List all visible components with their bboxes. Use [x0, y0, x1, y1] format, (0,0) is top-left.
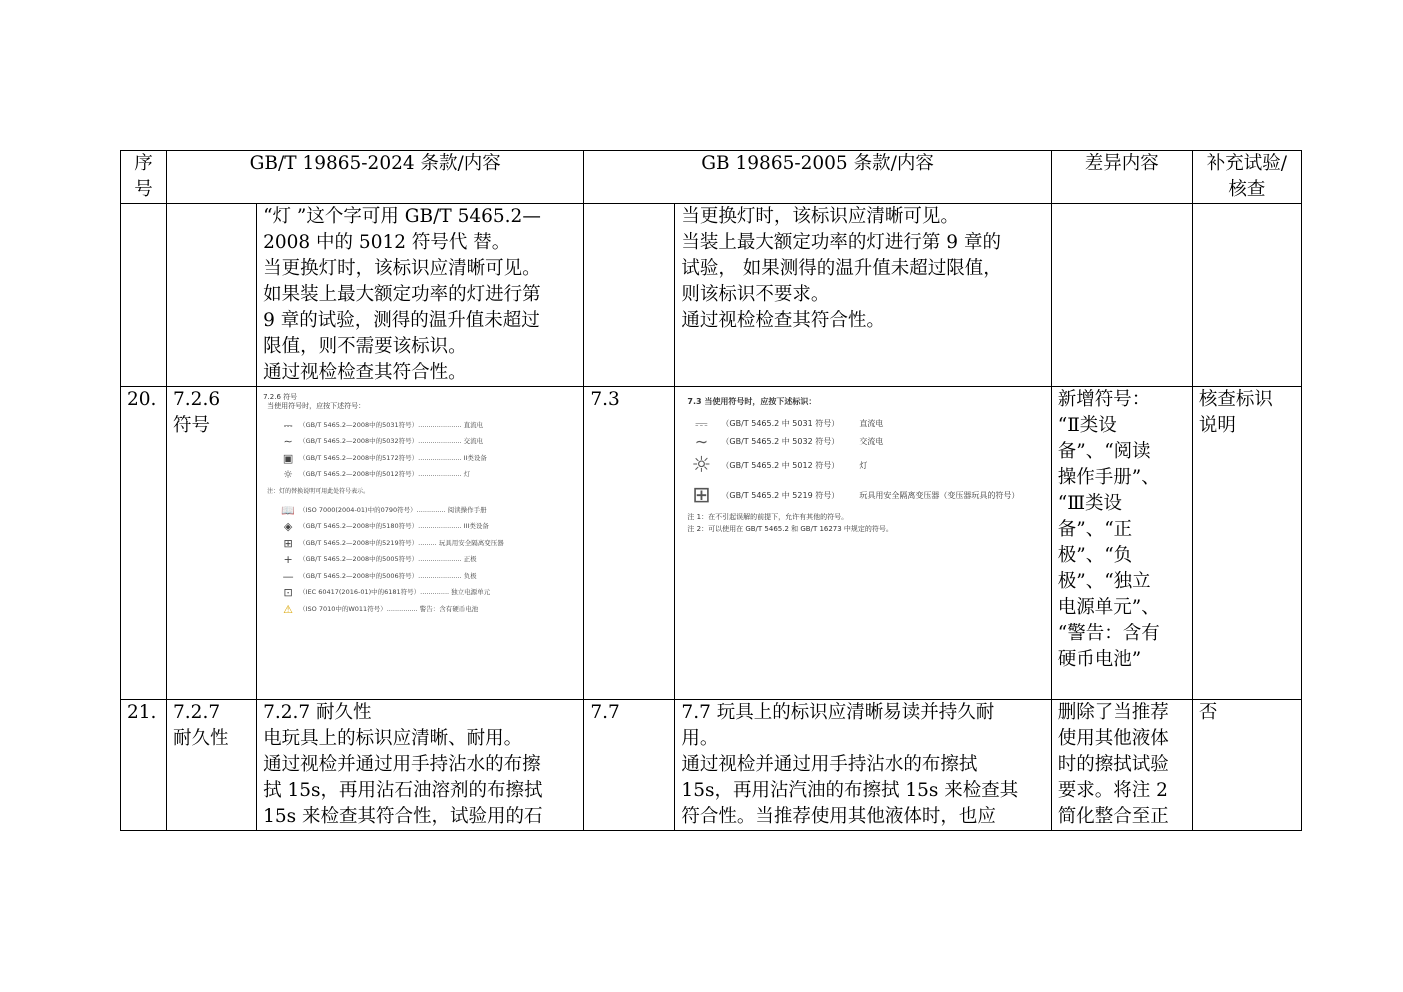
table-row-20 — [121, 387, 1302, 700]
lamp-icon: ☼ — [283, 468, 294, 482]
lamp-icon: ☼ — [691, 453, 712, 478]
cell-old-clause: 7.7 — [584, 700, 675, 831]
header-serial: 序号 — [121, 151, 167, 204]
cell-serial: 20. — [121, 387, 167, 700]
symbol-row: ☼ （GB/T 5465.2 中 5012 符号） 灯 — [681, 451, 1044, 481]
manual-icon: 📖 — [281, 503, 295, 517]
cell-supplementary — [1192, 204, 1301, 387]
cell-serial — [121, 204, 167, 387]
cell-supplementary: 核查标识 说明 — [1192, 387, 1301, 700]
cell-serial: 21. — [121, 700, 167, 831]
symbol-row: ▣ （GB/T 5465.2—2008中的5172符号）..................... II类设备 — [277, 450, 577, 467]
symbol-row: ⎓ （GB/T 5465.2 中 5031 符号） 直流电 — [681, 415, 1044, 433]
header-old-standard: GB 19865-2005 条款/内容 — [584, 151, 1051, 204]
cell-difference: 新增符号： “Ⅱ类设 备”、“阅读 操作手册”、 “Ⅲ类设 备”、“正 极”、“负 极”、“独立 电源单元”、 “警告：含有 硬币电池” — [1051, 387, 1192, 700]
cell-new-content — [257, 387, 584, 700]
symbol-row: ⊞ （GB/T 5465.2 中 5219 符号） 玩具用安全隔离变压器（变压器玩具的符号） — [681, 481, 1044, 511]
cell-new-clause — [167, 204, 257, 387]
cell-difference: 删除了当推荐 使用其他液体 时的擦拭试验 要求。将注 2 简化整合至正 — [1051, 700, 1192, 831]
cell-new-content: 7.2.7 耐久性 电玩具上的标识应清晰、耐用。 通过视检并通过用手持沾水的布擦 拭 15s，再用沾石油溶剂的布擦拭 15s 来检查其符合性，试验用的石 — [257, 700, 584, 831]
symbol-row: — （GB/T 5465.2—2008中的5006符号）..................... 负极 — [277, 568, 577, 585]
transformer-icon: ⊞ — [283, 536, 293, 550]
cell-new-clause: 7.2.7 耐久性 — [167, 700, 257, 831]
header-difference: 差异内容 — [1051, 151, 1192, 204]
cell-old-content: 当更换灯时，该标识应清晰可见。 当装上最大额定功率的灯进行第 9 章的 试验， 如果测得的温升值未超过限值， 则该标识不要求。 通过视检检查其符合性。 — [675, 204, 1051, 387]
symbol-table-image-2005: 7.3 当使用符号时，应按下述标识： ⎓ （GB/T 5465.2 中 5031 符号） 直流电 ∼ （GB/T 5465.2 中 5032 符号） 交流电 ☼ （GB/T 5465.2 中 5012 符号） 灯 ⊞ （GB/T 5465.2 中 5219 符号） 玩具用安全隔离变压器（变压器玩具的符号） 注 1：在不引起误解的前提下，允许有其他的符号。 注 2：可以使用在 GB/T 5465.2 和 GB/T 16273 中规定的符号。 — [681, 387, 1044, 535]
ac-icon: ∼ — [283, 435, 293, 449]
header-supplementary: 补充试验/核查 — [1192, 151, 1301, 204]
positive-icon: + — [283, 553, 293, 567]
symbol-row: 📖 （ISO 7000(2004-01)中的0790符号）.............. 阅读操作手册 — [277, 502, 577, 519]
symbol-row: ∼ （GB/T 5465.2—2008中的5032符号）..................... 交流电 — [277, 434, 577, 451]
negative-icon: — — [282, 569, 294, 583]
cell-difference — [1051, 204, 1192, 387]
symbol-row: ⎓ （GB/T 5465.2—2008中的5031符号）..................... 直流电 — [277, 417, 577, 434]
warning-icon: ⚠ — [283, 602, 294, 616]
table-row-continued — [121, 204, 1302, 387]
cell-new-content: “灯 ”这个字可用 GB/T 5465.2— 2008 中的 5012 符号代 替。 当更换灯时，该标识应清晰可见。 如果装上最大额定功率的灯进行第 9 章的试验，测得的温升值未超过 限值，则不需要该标识。 通过视检检查其符合性。 — [257, 204, 584, 387]
class-iii-icon: ◈ — [283, 520, 293, 534]
symbol-table-image-2024: 7.2.6 符号 当使用符号时，应按下述符号： ⎓ （GB/T 5465.2—2008中的5031符号）..................... 直流电 ∼ （GB/T 5465.2—2008中的5032符号）..................... 交流电 ▣ （GB/T 5465.2—2008中的5172符号）..................... II类设备 ☼ （GB/T 5465.2—2008中的5012符号）..................... 灯 注：灯的替换说明可用此处符号表示。 📖 （ISO 7000(2004-01)中的0790符号）.............. 阅读操作手册 ◈ （GB/T 5465.2—2008中的5180符号）..................... III类设备 ⊞ （GB/T 5465.2—2008中的5219符号）......... 玩具用安全隔离变压器 + （GB/T 5465.2—2008中的5005符号）..................... 正极 — （GB/T 5465.2—2008中的5006符号）..................... 负极 ⊡ （IEC 60417(2016-01)中的6181符号）.............. 独立电源单元 ⚠ （ISO 7010中的W011符号）............... 警告：含有硬币电池 — [263, 387, 577, 618]
symbol-row: ∼ （GB/T 5465.2 中 5032 符号） 交流电 — [681, 433, 1044, 451]
comparison-table — [120, 150, 1302, 831]
power-unit-icon: ⊡ — [283, 586, 293, 600]
ac-icon: ∼ — [694, 432, 709, 451]
header-row — [121, 151, 1302, 204]
class-ii-icon: ▣ — [282, 451, 294, 465]
symbol-row: ☼ （GB/T 5465.2—2008中的5012符号）..................... 灯 — [277, 467, 577, 484]
cell-supplementary: 否 — [1192, 700, 1301, 831]
cell-old-clause — [584, 204, 675, 387]
dc-icon: ⎓ — [283, 418, 293, 432]
dc-icon: ⎓ — [695, 414, 708, 433]
transformer-icon: ⊞ — [692, 483, 711, 508]
symbol-row: ⚠ （ISO 7010中的W011符号）............... 警告：含有硬币电池 — [277, 601, 577, 618]
symbol-row: + （GB/T 5465.2—2008中的5005符号）..................... 正极 — [277, 552, 577, 569]
cell-new-clause: 7.2.6 符号 — [167, 387, 257, 700]
symbol-row: ⊡ （IEC 60417(2016-01)中的6181符号）.............. 独立电源单元 — [277, 585, 577, 602]
symbol-row: ⊞ （GB/T 5465.2—2008中的5219符号）......... 玩具用安全隔离变压器 — [277, 535, 577, 552]
cell-old-clause: 7.3 — [584, 387, 675, 700]
symbol-row: ◈ （GB/T 5465.2—2008中的5180符号）..................... III类设备 — [277, 519, 577, 536]
cell-old-content — [675, 387, 1051, 700]
table-row-21 — [121, 700, 1302, 831]
cell-old-content: 7.7 玩具上的标识应清晰易读并持久耐 用。 通过视检并通过用手持沾水的布擦拭 15s，再用沾汽油的布擦拭 15s 来检查其 符合性。当推荐使用其他液体时，也应 — [675, 700, 1051, 831]
header-new-standard: GB/T 19865-2024 条款/内容 — [167, 151, 584, 204]
